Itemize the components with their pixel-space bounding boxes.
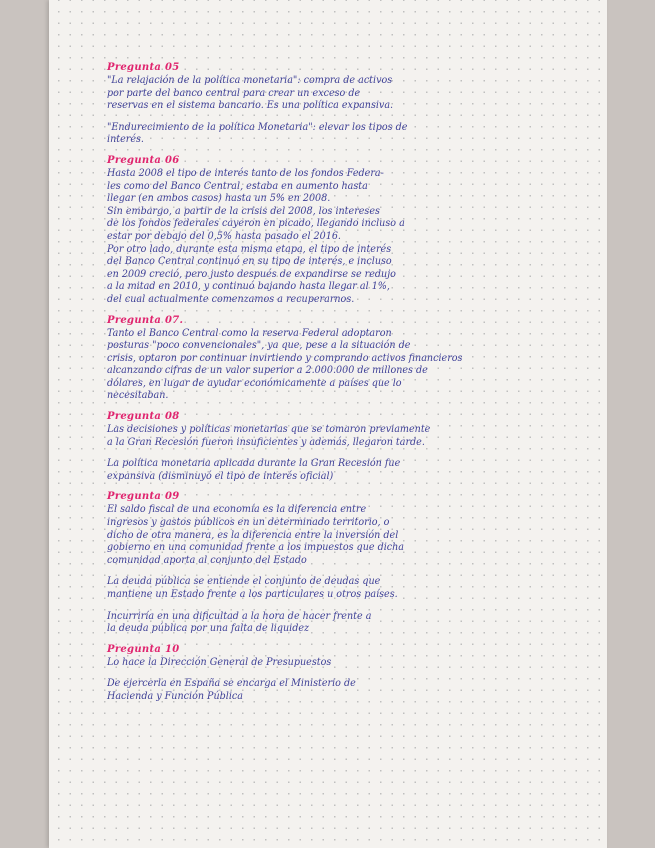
answer-paragraph [107, 656, 627, 669]
answer-line: crisis, optaron por continuar invirtiendo y comprando activos financieros [107, 351, 463, 364]
notebook-page [49, 0, 607, 848]
answer-line: Las decisiones y políticas monetarias que se tomaron previamente [107, 423, 431, 436]
answer-paragraph [107, 677, 627, 702]
answer-line: Tanto el Banco Central como la reserva Federal adoptaron [107, 326, 392, 339]
answer-line: Hacienda y Función Pública [107, 689, 243, 702]
answer-line: en 2009 creció, pero justo después de expandirse se redujo [107, 267, 396, 280]
answer-paragraph [107, 423, 627, 448]
answer-paragraph [107, 575, 627, 600]
question-section [107, 644, 627, 703]
answer-line: Lo hace la Dirección General de Presupuestos [107, 655, 332, 668]
answer-line: Por otro lado, durante esta misma etapa, el tipo de interés [107, 242, 392, 255]
answer-line: La política monetaria aplicada durante la Gran Recesión fue [107, 457, 401, 470]
answer-line: "La relajación de la política monetaria": compra de activos [107, 74, 393, 86]
answer-line: a la mitad en 2010, y continuó bajando hasta llegar al 1%, [107, 280, 390, 293]
answer-line: dicho de otra manera, es la diferencia entre la inversión del [107, 528, 399, 541]
question-title: Pregunta 05 [107, 62, 180, 73]
answer-line: Incurriría en una dificultad a la hora de hacer frente a [107, 609, 372, 622]
answer-line: alcanzando cifras de un valor superior a 2.000.000 de millones de [107, 364, 428, 377]
answer-paragraph [107, 457, 627, 482]
answer-line: expansiva (disminuyó el tipo de interés oficial) [107, 469, 334, 482]
answer-line: llegar (en ambos casos) hasta un 5% en 2008. [107, 192, 331, 205]
answer-line: del Banco Central continuó en su tipo de interés, e incluso [107, 255, 392, 268]
answer-paragraph [107, 610, 627, 635]
question-section [107, 491, 627, 634]
answer-line: la deuda pública por una falta de liquidez [107, 622, 310, 635]
answer-line: gobierno en una comunidad frente a los impuestos que dicha [107, 541, 405, 554]
answer-line: El saldo fiscal de una economía es la diferencia entre [107, 503, 367, 516]
answer-line: La deuda pública se entiende el conjunto de deudas que [107, 575, 381, 588]
answer-paragraph [107, 74, 627, 112]
answer-line: dólares, en lugar de ayudar económicamente a países que lo [107, 376, 402, 389]
question-title: Pregunta 07. [107, 314, 184, 326]
question-section [107, 62, 627, 146]
answer-paragraph [107, 121, 627, 146]
answer-line: estar por debajo del 0,5% hasta pasado el 2016. [107, 229, 341, 242]
question-title: Pregunta 06 [107, 154, 180, 166]
question-section [107, 315, 627, 403]
answer-line: de los fondos federales cayeron en picado, llegando incluso a [107, 217, 405, 230]
answer-line: comunidad aporta al conjunto del Estado [107, 553, 307, 566]
question-section [107, 411, 627, 482]
question-title: Pregunta 10 [107, 643, 180, 655]
answer-line: reservas en el sistema bancario. Es una política expansiva. [107, 99, 394, 112]
answer-paragraph [107, 167, 627, 306]
answer-paragraph [107, 503, 627, 566]
answer-line: mantiene un Estado frente a los particulares u otros países. [107, 588, 398, 600]
answer-line: De ejercerla en España se encarga el Ministerio de [107, 677, 356, 690]
answer-line: del cual actualmente comenzamos a recuperarnos. [107, 292, 355, 305]
answer-line: ingresos y gastos públicos en un determinado territorio, o [107, 516, 390, 529]
question-title: Pregunta 09 [107, 491, 180, 503]
answer-line: por parte del banco central para crear un exceso de [107, 86, 361, 99]
question-section [107, 155, 627, 306]
answer-line: les como del Banco Central, estaba en aumento hasta [107, 179, 368, 192]
answer-line: interés. [107, 133, 144, 146]
answer-line: a la Gran Recesión fueron insuficientes y además, llegaron tarde. [107, 435, 425, 448]
answer-paragraph [107, 327, 627, 403]
answer-line: Sin embargo, a partir de la crisis del 2008, los intereses [107, 204, 380, 217]
answer-line: Hasta 2008 el tipo de interés tanto de los fondos Federa- [107, 166, 384, 179]
question-title: Pregunta 08 [107, 411, 180, 423]
page-content [107, 62, 627, 712]
answer-line: "Endurecimiento de la política Monetaria": elevar los tipos de [107, 120, 408, 133]
answer-line: necesitaban. [107, 389, 169, 402]
answer-line: posturas "poco convencionales", ya que, pese a la situación de [107, 339, 411, 352]
